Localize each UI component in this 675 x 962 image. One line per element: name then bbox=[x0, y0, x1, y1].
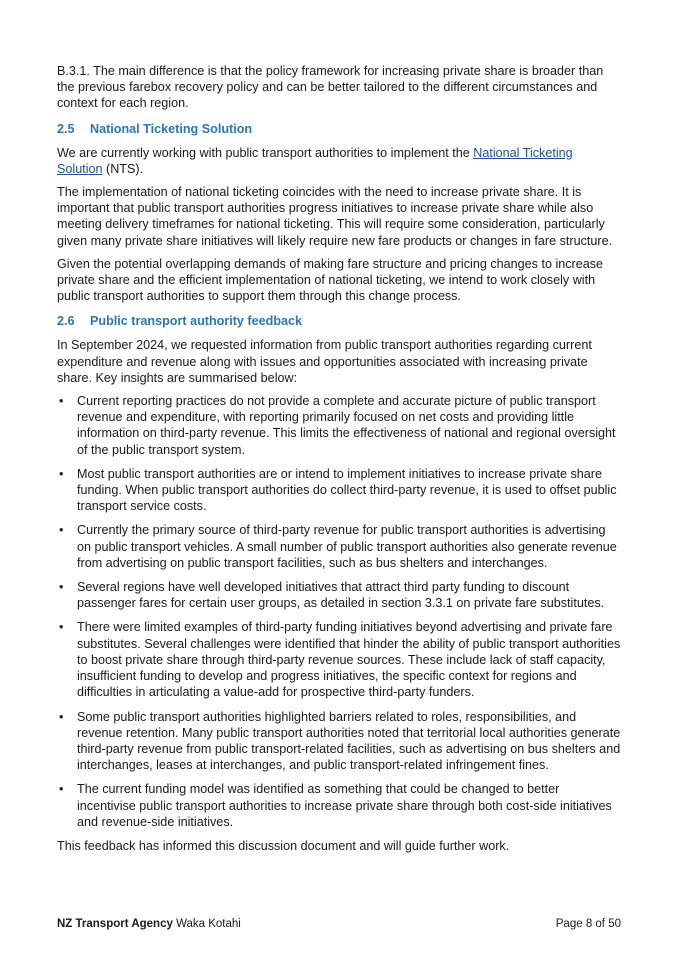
bullet-icon: • bbox=[59, 580, 64, 595]
list-item-text: There were limited examples of third-party funding initiatives beyond advertising and private fare substitutes. Several challenges were identified that hinder the ability of public transport authorities to boost private share through third-party revenue sources. These include lack of staff capacity, insufficient funding to develop and progress initiatives, the specific context for regions and difficulties in articulating a value-add for prospective third-party funders. bbox=[77, 620, 621, 700]
implementation-paragraph: The implementation of national ticketing coincides with the need to increase private share. It is important that public transport authorities progress initiatives to increase private share while also meeting delivery timeframes for national ticketing. This will require some consideration, particularly given many private share initiatives will likely require new fare products or changes in fare structure. bbox=[57, 185, 613, 248]
feedback-intro-paragraph: In September 2024, we requested information from public transport authorities regarding current expenditure and revenue along with issues and opportunities associated with increasing private share. Key insights are summarised below: bbox=[57, 338, 592, 385]
nts-link[interactable]: National Ticketing Solution bbox=[57, 145, 573, 176]
footer-org bbox=[57, 917, 241, 931]
bullet-icon: • bbox=[59, 466, 64, 481]
list-item-text: Several regions have well developed initiatives that attract third party funding to discount passenger fares for certain user groups, as detailed in section 3.3.1 on private fare substitutes. bbox=[77, 580, 605, 611]
overlap-paragraph: Given the potential overlapping demands of making fare structure and pricing changes to increase private share and the efficient implementation of national ticketing, we intend to work closely with public transport authorities to support them through this change process. bbox=[57, 256, 604, 304]
bullet-icon: • bbox=[59, 620, 64, 635]
bullet-icon: • bbox=[59, 709, 64, 724]
insights-list bbox=[57, 393, 621, 830]
list-item bbox=[57, 579, 621, 611]
document-page bbox=[57, 63, 621, 861]
list-item-text: The current funding model was identified as something that could be changed to better incentivise public transport authorities to increase private share through both cost-side initiatives and revenue-side initiatives. bbox=[77, 782, 612, 829]
list-item-text: Currently the primary source of third-party revenue for public transport authorities is advertising on public transport vehicles. A small number of public transport authorities also generate revenue from advertising on public transport facilities, such as bus shelters and interchanges. bbox=[77, 523, 617, 570]
list-item bbox=[57, 393, 621, 458]
bullet-icon: • bbox=[59, 782, 64, 797]
footer-org-bold: NZ Transport Agency bbox=[57, 918, 173, 930]
list-item-text: Current reporting practices do not provide a complete and accurate picture of public transport revenue and expenditure, with reporting primarily focused on net costs and providing little information on third-party revenue. This limits the effectiveness of national and regional oversight of the public transport system. bbox=[77, 394, 616, 457]
bullet-icon: • bbox=[59, 394, 64, 409]
list-item bbox=[57, 522, 621, 571]
section-heading-2-6 bbox=[57, 313, 621, 329]
nts-text-post: (NTS). bbox=[102, 161, 144, 176]
section-number: 2.5 bbox=[57, 121, 75, 136]
list-item bbox=[57, 466, 621, 515]
section-title: National Ticketing Solution bbox=[90, 121, 253, 136]
section-number: 2.6 bbox=[57, 314, 75, 329]
bullet-icon: • bbox=[59, 523, 64, 538]
nts-text-pre: We are currently working with public transport authorities to implement the bbox=[57, 145, 474, 160]
footer-org-rest: Waka Kotahi bbox=[172, 918, 241, 930]
intro-paragraph: B.3.1. The main difference is that the policy framework for increasing private share is broader than the previous farebox recovery policy and can be better tailored to the different circumstances and context for each region. bbox=[57, 64, 604, 111]
list-item-text: Some public transport authorities highlighted barriers related to roles, responsibilities, and revenue retention. Many public transport authorities noted that territorial local authorities generate third-party revenue from public transport-related facilities, such as advertising on bus shelters and interchanges, leases at interchanges, and public transport-related infringement fines. bbox=[77, 709, 621, 773]
nts-paragraph bbox=[57, 145, 621, 177]
list-item bbox=[57, 709, 621, 774]
list-item bbox=[57, 781, 621, 830]
page-number: Page 8 of 50 bbox=[555, 918, 621, 930]
section-heading-2-5 bbox=[57, 121, 621, 137]
list-item bbox=[57, 619, 621, 700]
list-item-text: Most public transport authorities are or intend to implement initiatives to increase private share funding. When public transport authorities do collect third-party revenue, it is used to offset public transport service costs. bbox=[77, 466, 617, 514]
closing-paragraph: This feedback has informed this discussion document and will guide further work. bbox=[57, 838, 510, 853]
section-title: Public transport authority feedback bbox=[90, 314, 303, 329]
